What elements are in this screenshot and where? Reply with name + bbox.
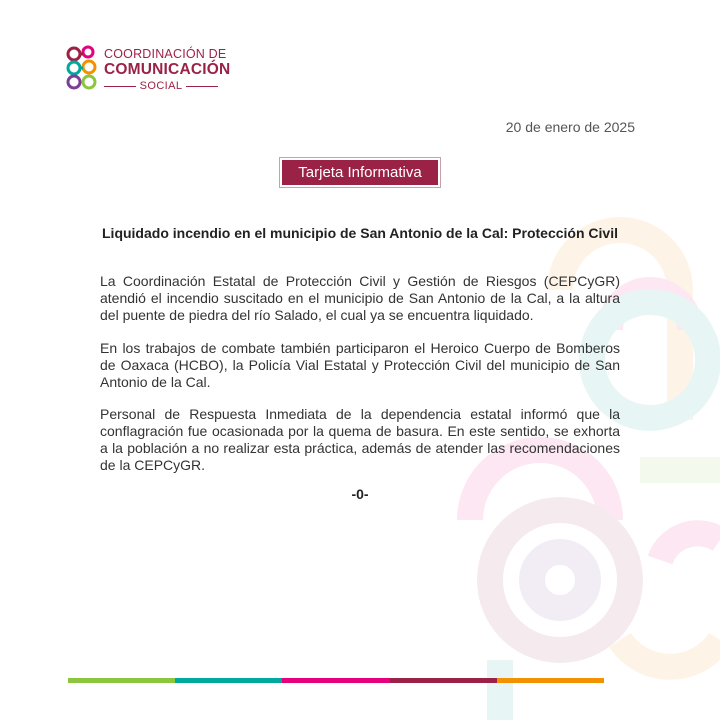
- logo-rule-left: [104, 86, 136, 87]
- body-paragraph-3: Personal de Respuesta Inmediata de la dependencia estatal informó que la conflagración fue ocasionada por la quema de basura. En este sentido, se exhorta a la población a no realizar esta práctica, además de atender las recomendaciones de la CEPCyGR.: [100, 406, 620, 473]
- logo-line-3: SOCIAL: [139, 80, 183, 92]
- publication-date: 20 de enero de 2025: [505, 119, 635, 135]
- footer-segment-2: [175, 678, 282, 683]
- logo-mark-icon: [64, 44, 104, 92]
- headline: Liquidado incendio en el municipio de San Antonio de la Cal: Protección Civil: [102, 225, 618, 241]
- logo-line-3-wrap: [104, 79, 218, 93]
- footer-segment-3: [282, 678, 389, 683]
- footer-segment-4: [390, 678, 497, 683]
- footer-segment-1: [68, 678, 175, 683]
- logo: [64, 44, 234, 96]
- body-paragraph-1: La Coordinación Estatal de Protección Civil y Gestión de Riesgos (CEPCyGR) atendió el incendio suscitado en el municipio de San Antonio de la Cal, a la altura del puente de piedra del río Salado, el cual ya se encuentra liquidado.: [100, 273, 620, 323]
- logo-line-1: COORDINACIÓN DE: [104, 47, 227, 61]
- footer-segment-5: [497, 678, 604, 683]
- footer-color-bar: [68, 678, 604, 683]
- logo-line-2: COMUNICACIÓN: [104, 61, 231, 78]
- closing-mark: -0-: [351, 486, 369, 502]
- logo-rule-right: [186, 86, 218, 87]
- body-paragraph-2: En los trabajos de combate también participaron el Heroico Cuerpo de Bomberos de Oaxaca (HCBO), la Policía Vial Estatal y Protección Civil del municipio de San Antonio de la Cal.: [100, 340, 620, 390]
- document-type-badge: Tarjeta Informativa: [282, 160, 438, 185]
